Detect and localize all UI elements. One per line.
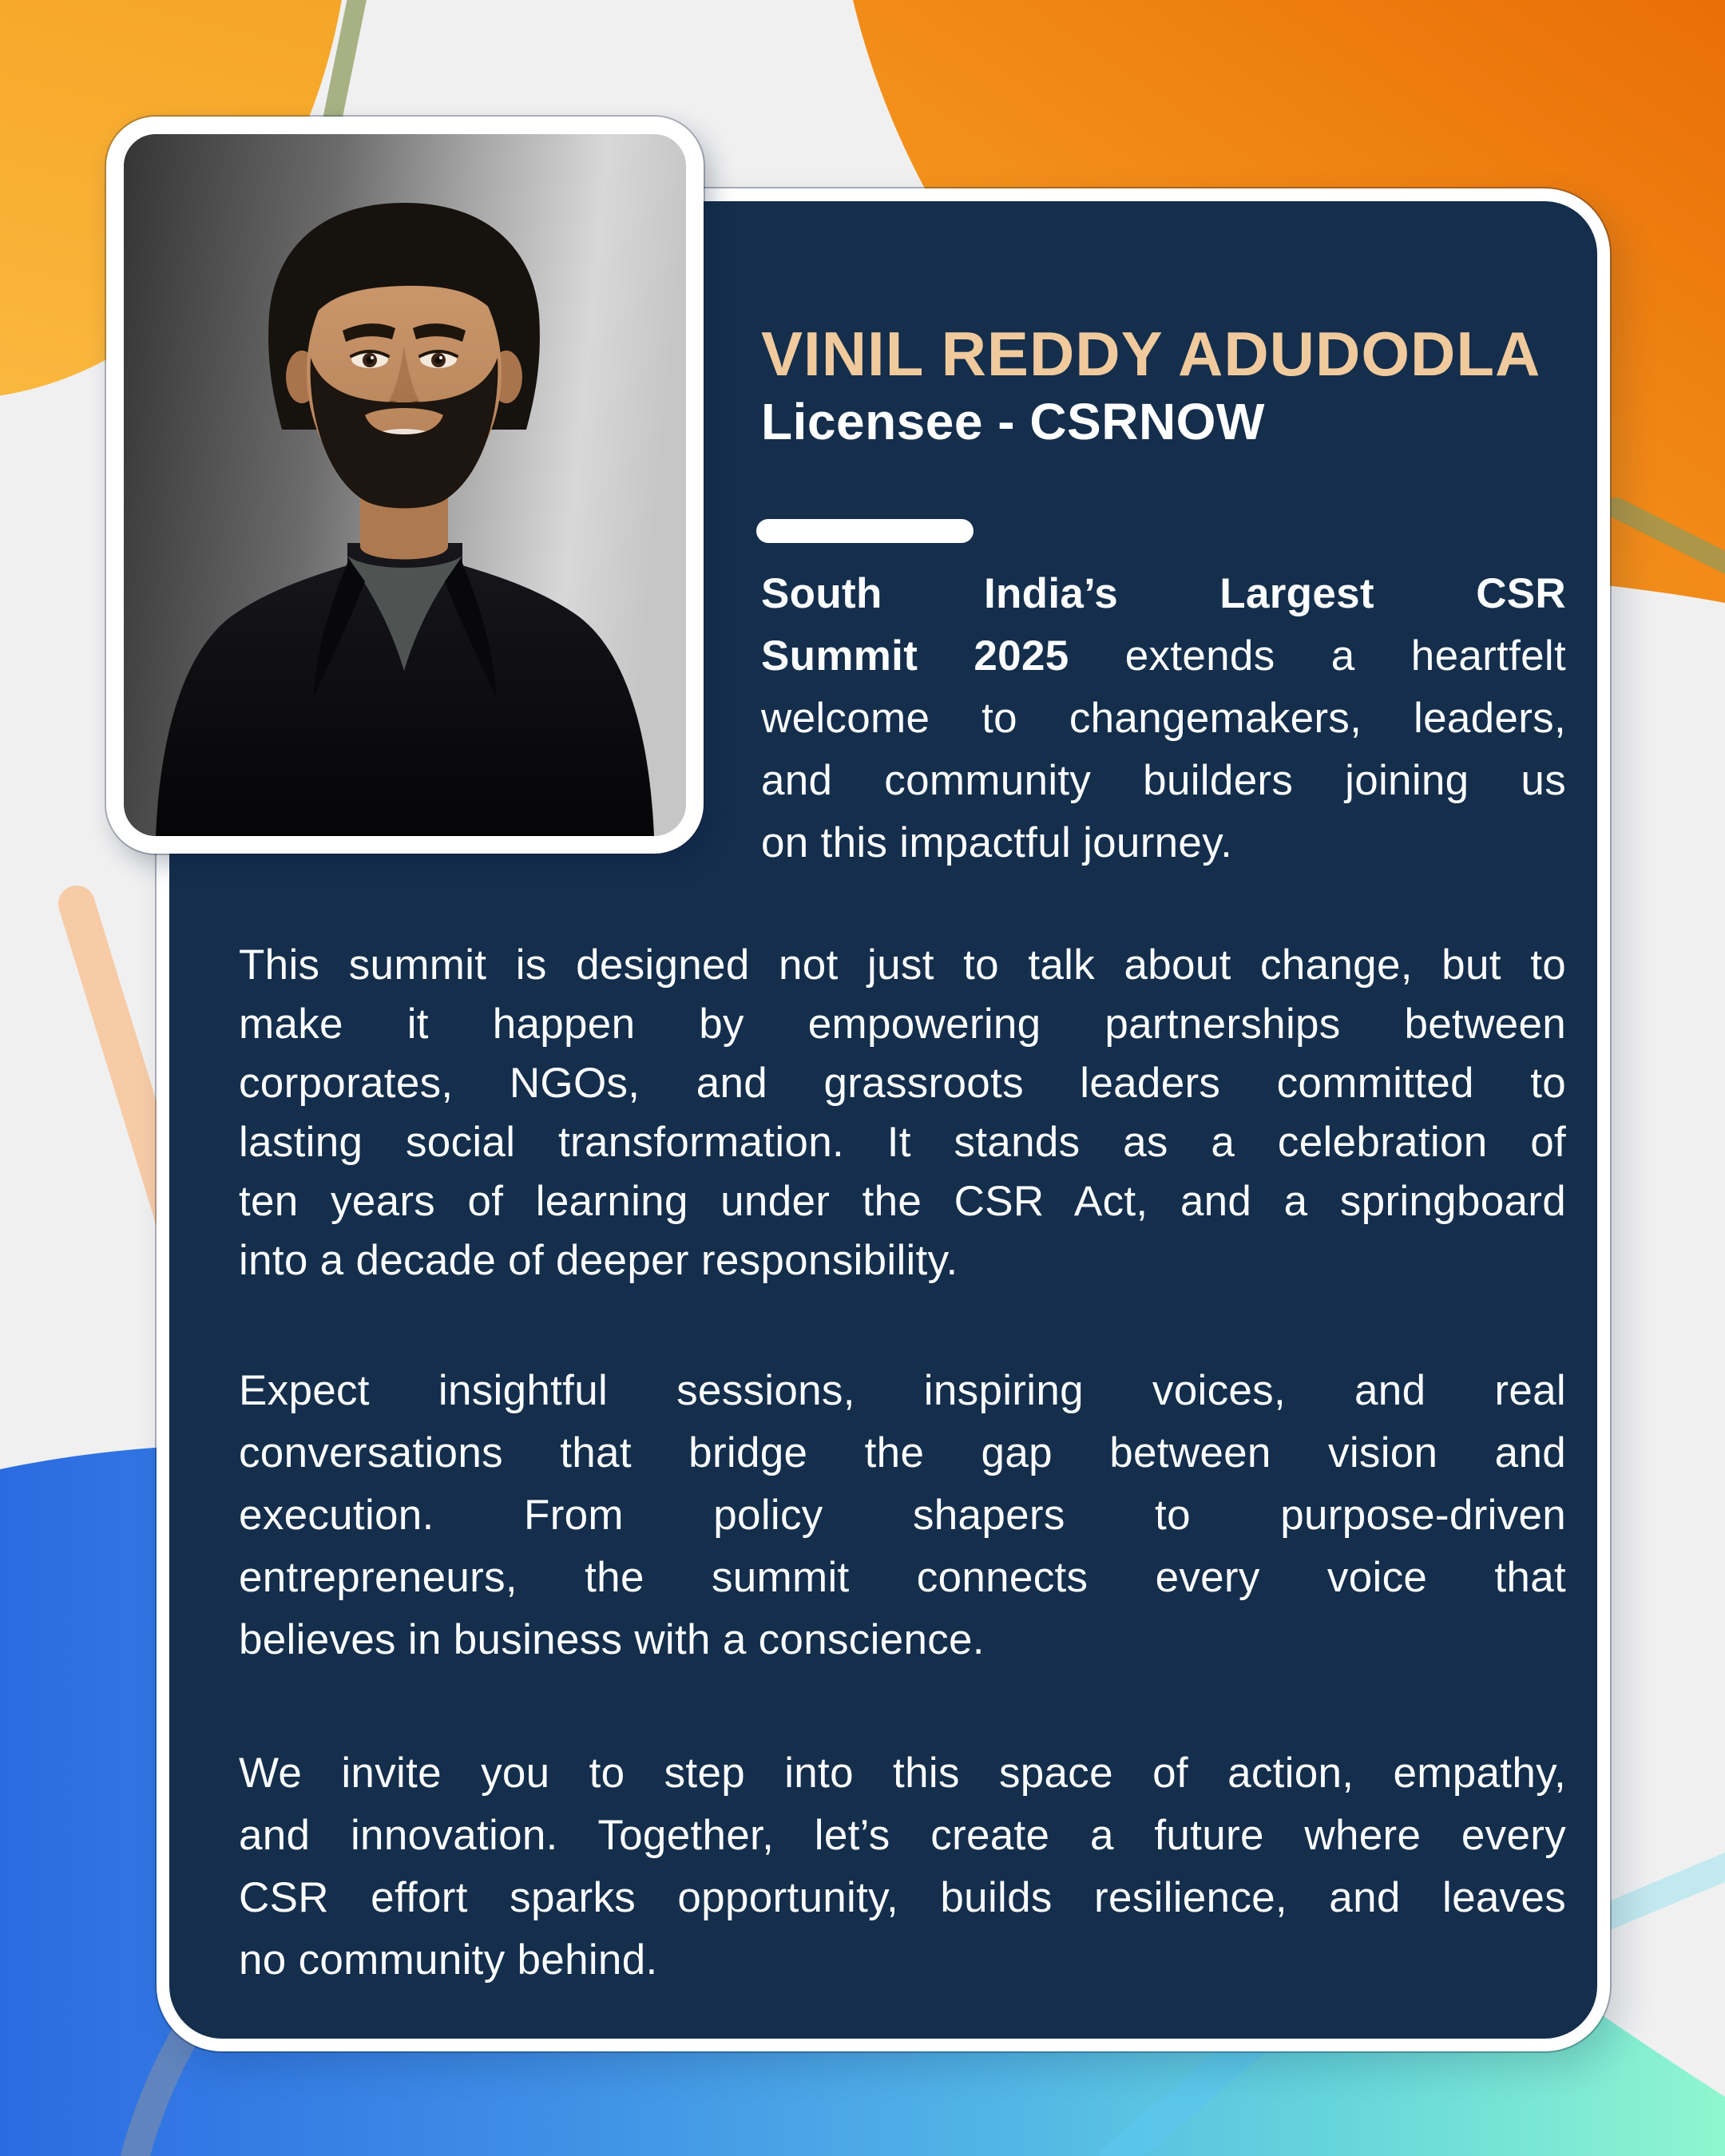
text-line: corporates, NGOs, and grassroots leaders committed to [239,1060,1566,1107]
text-line: entrepreneurs, the summit connects every voice that [239,1554,1566,1601]
text-line: and innovation. Together, let’s create a future where every [239,1812,1566,1859]
text-line: into a decade of deeper responsibility. [239,1237,958,1284]
text-line: and community builders joining us [761,757,1566,804]
eye-left [351,351,388,368]
eye-right [420,351,457,368]
closing-paragraph [239,1742,1566,1992]
profile-photo-frame [106,117,704,854]
pale-cyan-stripe-right [1604,1861,1725,1918]
text-line: This summit is designed not just to talk about change, but to [239,941,1566,989]
body-paragraph-1 [239,936,1566,1290]
text-line: welcome to changemakers, leaders, [761,695,1566,742]
text-line: believes in business with a conscience. [239,1616,985,1663]
text-line: South India’s Largest CSR [761,570,1566,617]
title-divider [756,519,974,543]
portrait-illustration [124,134,686,836]
text-line: We invite you to step into this space of action, empathy, [239,1750,1566,1797]
body-paragraph-2 [239,1360,1566,1671]
text-line: Expect insightful sessions, inspiring voices, and real [239,1367,1566,1414]
text-line: conversations that bridge the gap between vision and [239,1429,1566,1476]
text-line: on this impactful journey. [761,819,1233,866]
text-line: ten years of learning under the CSR Act, and a springboard [239,1178,1566,1225]
text-line: make it happen by empowering partnerships between [239,1001,1566,1048]
text-line: no community behind. [239,1936,658,1984]
person-role: Licensee - CSRNOW [761,393,1265,450]
text-line: CSR effort sparks opportunity, builds resilience, and leaves [239,1874,1566,1921]
text-line: execution. From policy shapers to purpose-driven [239,1492,1566,1539]
intro-paragraph [761,563,1566,874]
person-name: VINIL REDDY ADUDODLA [761,319,1541,389]
text-line: Summit 2025 extends a heartfelt [761,632,1566,680]
text-line: lasting social transformation. It stands as a celebration of [239,1119,1566,1166]
